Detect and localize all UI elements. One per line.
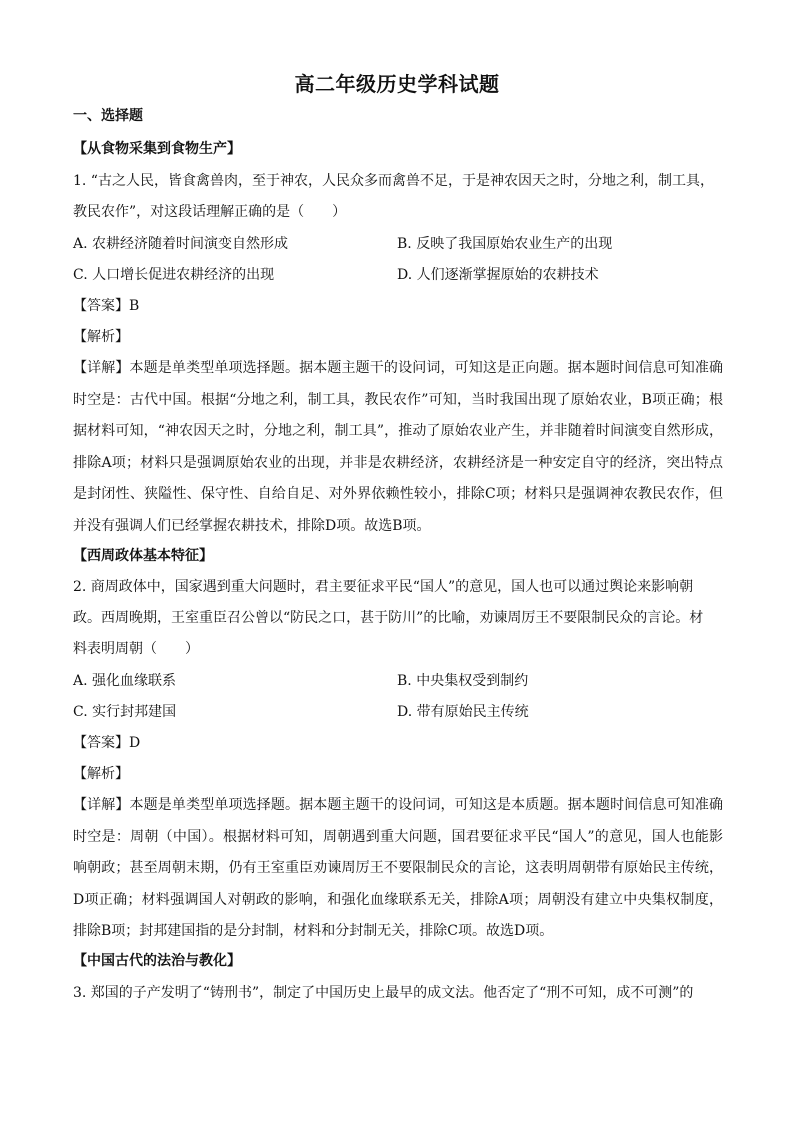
- q2-option-d: D. 带有原始民主传统: [397, 704, 529, 720]
- q2-topic-heading: 【西周政体基本特征】: [73, 548, 213, 564]
- q3-stem-line1: 3. 郑国的子产发明了“铸刑书”，制定了中国历史上最早的成文法。他否定了“刑不可知，成不可测”的: [73, 985, 694, 1001]
- q1-option-d: D. 人们逐渐掌握原始的农耕技术: [397, 267, 599, 283]
- q1-option-c: C. 人口增长促进农耕经济的出现: [73, 267, 275, 283]
- q2-detail-paragraph: 【详解】本题是单类型单项选择题。据本题主题干的设问词，可知这是本质题。据本题时间信息可知准确时空是：周朝（中国）。根据材料可知，周朝遇到重大问题，国君要征求平民“国人”的意见，国人也能影响朝政；甚至周朝末期，仍有王室重臣劝谏周厉王不要限制民众的言论，这表明周朝带有原始民主传统，D项正确；材料强调国人对朝政的影响，和强化血缘联系无关，排除A项；周朝没有建立中央集权制度，排除B项；封邦建国指的是分封制，材料和分封制无关，排除C项。故选D项。: [73, 797, 723, 939]
- q3-topic-heading: 【中国古代的法治与教化】: [73, 953, 241, 969]
- section-heading: 一、选择题: [73, 108, 143, 124]
- q1-answer: 【答案】B: [73, 298, 140, 314]
- q1-option-b: B. 反映了我国原始农业生产的出现: [397, 236, 613, 252]
- q1-analysis-label: 【解析】: [73, 329, 129, 345]
- q2-stem-line1: 2. 商周政体中，国家遇到重大问题时，君主要征求平民“国人”的意见，国人也可以通过舆论来影响朝: [73, 579, 694, 595]
- q2-option-c: C. 实行封邦建国: [73, 704, 177, 720]
- q2-stem-line2: 政。西周晚期，王室重臣召公曾以“防民之口，甚于防川”的比喻，劝谏周厉王不要限制民众的言论。材: [73, 610, 704, 626]
- q2-option-b: B. 中央集权受到制约: [397, 673, 529, 689]
- q1-option-a: A. 农耕经济随着时间演变自然形成: [73, 236, 289, 252]
- page-title: 高二年级历史学科试题: [294, 72, 500, 96]
- q2-stem-line3: 料表明周朝（ ）: [73, 641, 199, 657]
- q1-topic-heading: 【从食物采集到食物生产】: [73, 141, 241, 157]
- q1-stem-line2: 教民农作”，对这段话理解正确的是（ ）: [73, 204, 347, 220]
- q2-analysis-label: 【解析】: [73, 766, 129, 782]
- q1-stem-line1: 1. “古之人民，皆食禽兽肉，至于神农，人民众多而禽兽不足，于是神农因天之时，分地之利，制工具，: [73, 173, 714, 189]
- q2-answer: 【答案】D: [73, 735, 141, 751]
- q2-option-a: A. 强化血缘联系: [73, 673, 177, 689]
- q1-detail-paragraph: 【详解】本题是单类型单项选择题。据本题主题干的设问词，可知这是正向题。据本题时间信息可知准确时空是：古代中国。根据“分地之利，制工具，教民农作”可知，当时我国出现了原始农业，B项正确；根据材料可知，“神农因天之时，分地之利，制工具”，推动了原始农业产生，并非随着时间演变自然形成，排除A项；材料只是强调原始农业的出现，并非是农耕经济，农耕经济是一种安定自守的经济，突出特点是封闭性、狭隘性、保守性、自给自足、对外界依赖性较小，排除C项；材料只是强调神农教民农作，但并没有强调人们已经掌握农耕技术，排除D项。故选B项。: [73, 360, 723, 534]
